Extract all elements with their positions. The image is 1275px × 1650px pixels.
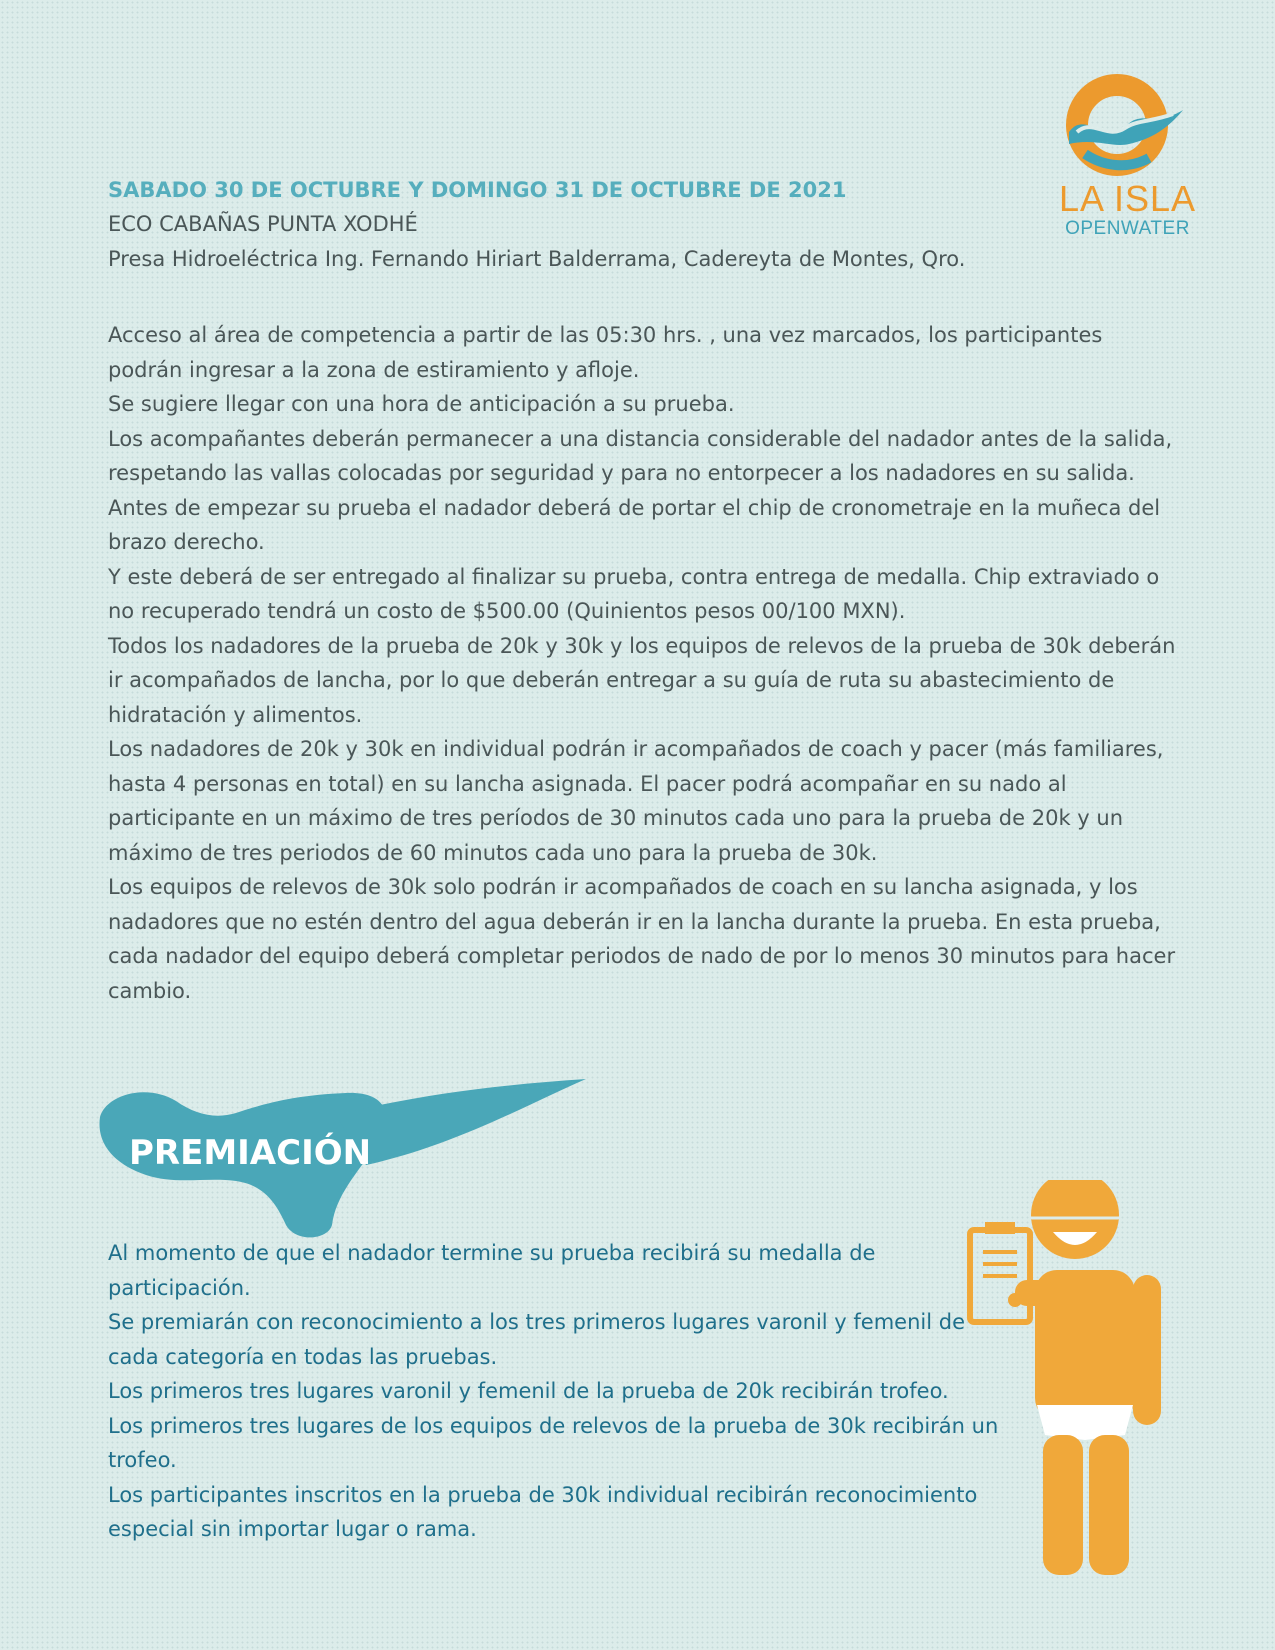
- awards-paragraph: Al momento de que el nadador termine su prueba recibirá su medalla de participación.: [108, 1241, 876, 1300]
- event-date: SABADO 30 DE OCTUBRE Y DOMINGO 31 DE OCTUBRE DE 2021: [108, 178, 847, 202]
- event-address: Presa Hidroeléctrica Ing. Fernando Hiriart Balderrama, Cadereyta de Montes, Qro.: [108, 247, 966, 271]
- logo-title: LA ISLA: [1058, 178, 1197, 219]
- rule-paragraph: Los equipos de relevos de 30k solo podrán ir acompañados de coach en su lancha asignada, y los nadadores que no estén dentro del agua deberán ir en la lancha durante la prueba. En esta prueba, cada nadador del equipo deberá completar periodos de nado de por lo menos 30 minutos para hacer cambio.: [108, 875, 1176, 1003]
- awards-paragraph: Los primeros tres lugares de los equipos de relevos de la prueba de 30k recibirán un trofeo.: [108, 1413, 999, 1472]
- swimmer-with-certificate-icon: [965, 1180, 1215, 1580]
- awards-paragraph: Se premiarán con reconocimiento a los tres primeros lugares varonil y femenil de cada categoría en todas las pruebas.: [108, 1310, 965, 1369]
- rule-paragraph: Se sugiere llegar con una hora de anticipación a su prueba.: [108, 392, 735, 416]
- event-header: [108, 178, 1068, 281]
- rule-paragraph: Los acompañantes deberán permanecer a una distancia considerable del nadador antes de la salida, respetando las vallas colocadas por seguridad y para no entorpecer a los nadadores en su salida.: [108, 426, 1173, 485]
- awards-paragraph: Los primeros tres lugares varonil y femenil de la prueba de 20k recibirán trofeo.: [108, 1379, 949, 1403]
- event-venue: ECO CABAÑAS PUNTA XODHÉ: [108, 212, 418, 236]
- awards-title: PREMIACIÓN: [129, 1133, 372, 1173]
- rule-paragraph: Los nadadores de 20k y 30k en individual podrán ir acompañados de coach y pacer (más familiares, hasta 4 personas en total) en su lancha asignada. El pacer podrá acompañar en su nado al participante en un máximo de tres períodos de 30 minutos cada uno para la prueba de 20k y un máximo de tres periodos de 60 minutos cada uno para la prueba de 30k.: [108, 737, 1164, 865]
- rules-text: [108, 318, 1176, 1008]
- rule-paragraph: Antes de empezar su prueba el nadador deberá de portar el chip de cronometraje en la muñeca del brazo derecho.: [108, 495, 1161, 554]
- rule-paragraph: Todos los nadadores de la prueba de 20k y 30k y los equipos de relevos de la prueba de 30k deberán ir acompañados de lancha, por lo que deberán entregar a su guía de ruta su abastecimiento de hidratación y alimentos.: [108, 633, 1176, 727]
- rule-paragraph: Y este deberá de ser entregado al finalizar su prueba, contra entrega de medalla. Chip extraviado o no recuperado tendrá un costo de $500.00 (Quinientos pesos 00/100 MXN).: [108, 564, 1160, 623]
- logo-subtitle: OPENWATER: [1065, 218, 1190, 239]
- awards-text: [108, 1236, 1008, 1547]
- logo-wave-icon: [1055, 70, 1200, 180]
- awards-paragraph: Los participantes inscritos en la prueba de 30k individual recibirán reconocimiento especial sin importar lugar o rama.: [108, 1482, 978, 1541]
- rule-paragraph: Acceso al área de competencia a partir de las 05:30 hrs. , una vez marcados, los participantes podrán ingresar a la zona de estiramiento y afloje.: [108, 323, 1103, 382]
- la-isla-openwater-logo: [1055, 70, 1200, 245]
